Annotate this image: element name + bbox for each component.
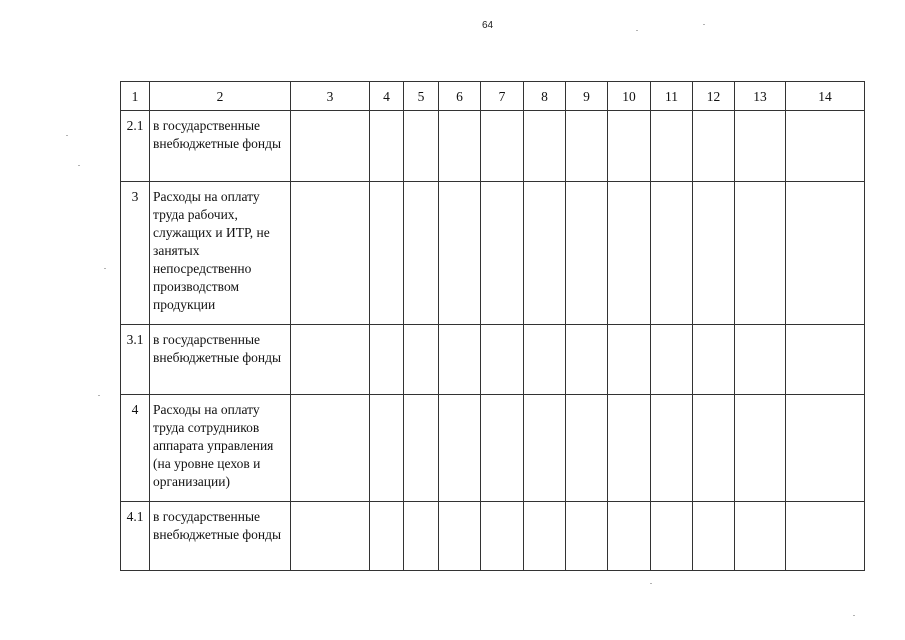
empty-cell [439, 182, 481, 325]
empty-cell [608, 325, 651, 395]
empty-cell [291, 502, 370, 571]
header-cell: 4 [370, 82, 404, 111]
empty-cell [735, 395, 786, 502]
row-number: 3.1 [121, 325, 150, 395]
scan-speck [853, 615, 855, 616]
empty-cell [786, 325, 865, 395]
empty-cell [786, 502, 865, 571]
table-row [121, 182, 865, 325]
empty-cell [291, 111, 370, 182]
empty-cell [693, 502, 735, 571]
empty-cell [735, 325, 786, 395]
empty-cell [693, 395, 735, 502]
empty-cell [291, 182, 370, 325]
empty-cell [735, 182, 786, 325]
empty-cell [370, 395, 404, 502]
empty-cell [693, 111, 735, 182]
empty-cell [404, 502, 439, 571]
empty-cell [566, 111, 608, 182]
empty-cell [481, 111, 524, 182]
empty-cell [566, 502, 608, 571]
header-cell: 9 [566, 82, 608, 111]
header-cell: 7 [481, 82, 524, 111]
empty-cell [370, 325, 404, 395]
empty-cell [693, 325, 735, 395]
empty-cell [566, 325, 608, 395]
header-cell: 8 [524, 82, 566, 111]
row-description: в государственные внебюджетные фонды [150, 111, 291, 182]
empty-cell [566, 395, 608, 502]
empty-cell [481, 395, 524, 502]
empty-cell [439, 325, 481, 395]
empty-cell [481, 502, 524, 571]
scan-speck [78, 165, 80, 166]
scan-speck [98, 395, 100, 396]
empty-cell [651, 182, 693, 325]
header-cell: 1 [121, 82, 150, 111]
empty-cell [404, 325, 439, 395]
empty-cell [735, 111, 786, 182]
empty-cell [370, 111, 404, 182]
empty-cell [524, 111, 566, 182]
header-cell: 5 [404, 82, 439, 111]
header-cell: 11 [651, 82, 693, 111]
empty-cell [693, 182, 735, 325]
table-row [121, 395, 865, 502]
row-description: в государственные внебюджетные фонды [150, 325, 291, 395]
empty-cell [524, 395, 566, 502]
scan-speck [104, 268, 106, 269]
empty-cell [608, 502, 651, 571]
scan-speck [636, 30, 638, 31]
header-row [121, 82, 865, 111]
row-number: 3 [121, 182, 150, 325]
empty-cell [481, 325, 524, 395]
row-number: 2.1 [121, 111, 150, 182]
empty-cell [404, 182, 439, 325]
table-row [121, 325, 865, 395]
empty-cell [786, 111, 865, 182]
empty-cell [370, 182, 404, 325]
empty-cell [651, 395, 693, 502]
empty-cell [608, 395, 651, 502]
empty-cell [439, 395, 481, 502]
empty-cell [439, 111, 481, 182]
header-cell: 10 [608, 82, 651, 111]
header-cell: 13 [735, 82, 786, 111]
header-cell: 2 [150, 82, 291, 111]
table-row [121, 502, 865, 571]
scan-speck [66, 135, 68, 136]
scan-speck [703, 24, 705, 25]
empty-cell [566, 182, 608, 325]
empty-cell [651, 325, 693, 395]
empty-cell [439, 502, 481, 571]
row-description: Расходы на оплату труда рабочих, служащих и ИТР, не занятых непосредственно производством продукции [150, 182, 291, 325]
empty-cell [291, 395, 370, 502]
empty-cell [608, 111, 651, 182]
empty-cell [481, 182, 524, 325]
cost-table [120, 81, 865, 571]
empty-cell [735, 502, 786, 571]
row-description: Расходы на оплату труда сотрудников аппарата управления (на уровне цехов и организации) [150, 395, 291, 502]
scan-speck [650, 583, 652, 584]
empty-cell [651, 502, 693, 571]
empty-cell [524, 182, 566, 325]
empty-cell [370, 502, 404, 571]
header-cell: 3 [291, 82, 370, 111]
row-number: 4.1 [121, 502, 150, 571]
page-number: 64 [481, 20, 494, 31]
header-cell: 6 [439, 82, 481, 111]
empty-cell [404, 395, 439, 502]
table-row [121, 111, 865, 182]
empty-cell [608, 182, 651, 325]
header-cell: 12 [693, 82, 735, 111]
header-cell: 14 [786, 82, 865, 111]
row-number: 4 [121, 395, 150, 502]
row-description: в государственные внебюджетные фонды [150, 502, 291, 571]
empty-cell [786, 182, 865, 325]
empty-cell [524, 325, 566, 395]
empty-cell [404, 111, 439, 182]
empty-cell [291, 325, 370, 395]
empty-cell [786, 395, 865, 502]
empty-cell [651, 111, 693, 182]
empty-cell [524, 502, 566, 571]
